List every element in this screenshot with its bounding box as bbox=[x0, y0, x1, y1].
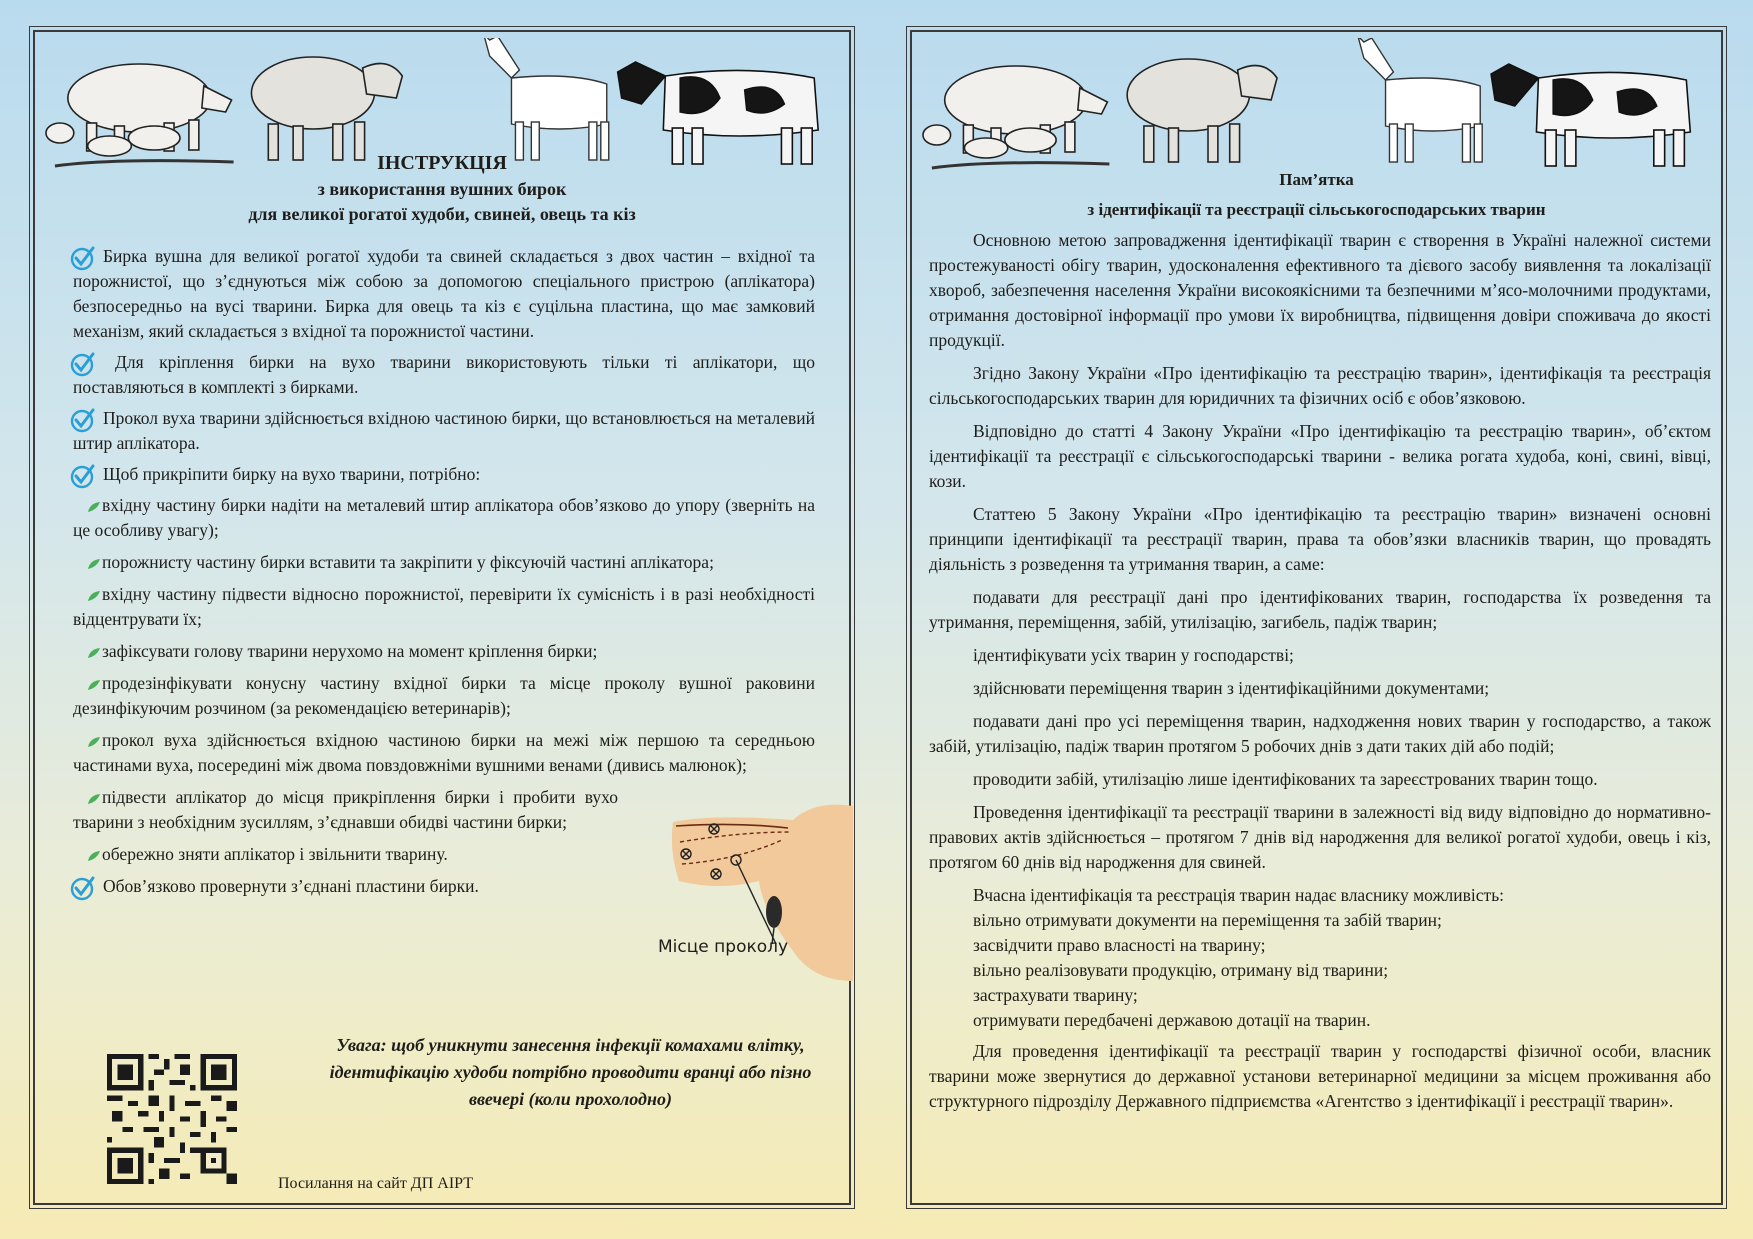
leaf-bullet-icon bbox=[87, 850, 101, 862]
step-text: вхідну частину підвести відносно порожнистої, перевірити їх сумісність і в разі необхідності відцентрувати їх; bbox=[73, 584, 815, 629]
step-item bbox=[73, 728, 815, 778]
memo-paragraph: Згідно Закону України «Про ідентифікацію та реєстрацію тварин», ідентифікація та реєстрація сільськогосподарських тварин для юридичних та фізичних осіб є обов’язковою. bbox=[929, 363, 1711, 408]
list-item: вільно отримувати документи на переміщення та забій тварин; bbox=[973, 910, 1442, 930]
checkmark-circle-icon bbox=[69, 875, 97, 901]
memo-body bbox=[929, 228, 1711, 1122]
list-item: застрахувати тварину; bbox=[973, 985, 1138, 1005]
leaf-bullet-icon bbox=[87, 736, 101, 748]
checkmark-circle-icon bbox=[69, 407, 97, 433]
instruction-subtitle-2: для великої рогатої худоби, свиней, овець та кіз bbox=[248, 204, 636, 224]
step-text: прокол вуха здійснюється вхідною частиною бирки на межі між першою та середньою частинами вуха, посередині між двома повздовжніми вушними венами (дивись малюнок); bbox=[73, 730, 815, 775]
memo-paragraph: Для проведення ідентифікації та реєстрації тварин у господарстві фізичної особи, власник тварини може звернутися до державної установи ветеринарної медицини за місцем проживання або структурного підрозділу Державного підприємства «Агентство з ідентифікації і реєстрації тварин». bbox=[929, 1041, 1711, 1111]
step-text: вхідну частину бирки надіти на металевий штир аплікатора обов’язково до упору (зверніть на це особливу увагу); bbox=[73, 495, 815, 540]
memo-paragraph: подавати для реєстрації дані про ідентифікованих тварин, господарства їх розведення та утримання, переміщення, забій, утилізацію, загибель, падіж тварин; bbox=[929, 587, 1711, 632]
instruction-item bbox=[73, 874, 618, 899]
step-item bbox=[73, 639, 815, 664]
checkmark-circle-icon bbox=[69, 351, 97, 377]
step-text: зафіксувати голову тварини нерухомо на момент кріплення бирки; bbox=[102, 641, 598, 661]
list-item: засвідчити право власності на тварину; bbox=[973, 935, 1266, 955]
instruction-item bbox=[73, 244, 815, 344]
step-item bbox=[73, 842, 618, 867]
instruction-text: Для кріплення бирки на вухо тварини використовують тільки ті аплікатори, що поставляються в комплекті з бирками. bbox=[73, 352, 815, 397]
step-text: продезінфікувати конусну частину вхідної бирки та місце проколу вушної раковини дезинфікуючим розчином (за рекомендацією ветеринарів); bbox=[73, 673, 815, 718]
memo-title: Пам’ятка bbox=[1279, 170, 1354, 189]
warning-note: Увага: щоб уникнути занесення інфекції комахами влітку, ідентифікацію худоби потрібно проводити вранці або пізно ввечері (коли прохолодно) bbox=[329, 1035, 812, 1109]
memo-paragraph: здійснювати переміщення тварин з ідентифікаційними документами; bbox=[973, 678, 1490, 698]
memo-paragraph: Статтею 5 Закону України «Про ідентифікацію та реєстрацію тварин» визначені основні принципи ідентифікації та реєстрації тварин, права та обов’язки власників тварин, що провадять діяльність з розведення та утримання тварин, а саме: bbox=[929, 504, 1711, 574]
leaf-bullet-icon bbox=[87, 501, 101, 513]
animal-illustrations bbox=[922, 38, 1711, 176]
step-item bbox=[73, 671, 815, 721]
step-item bbox=[73, 785, 618, 835]
leaf-bullet-icon bbox=[87, 558, 101, 570]
instruction-text: Бирка вушна для великої рогатої худоби та свиней складається з двох частин – вхідної та порожнистої, що з’єднуються між собою за допомогою спеціального пристрою (аплікатора) безпосередньо на вусі тварини. Бирка для овець та кіз є суцільна пластина, що має замковий механізм, який складається з вхідної та порожнистої частини. bbox=[73, 246, 815, 341]
leaf-bullet-icon bbox=[87, 590, 101, 602]
instruction-text: Щоб прикріпити бирку на вухо тварини, потрібно: bbox=[103, 464, 481, 484]
memo-paragraph: проводити забій, утилізацію лише ідентифікованих та зареєстрованих тварин тощо. bbox=[973, 769, 1598, 789]
step-item bbox=[73, 582, 815, 632]
qr-caption: Посилання на сайт ДП АІРТ bbox=[278, 1175, 474, 1192]
qr-code[interactable] bbox=[107, 1054, 237, 1184]
memo-panel bbox=[910, 30, 1723, 1205]
memo-paragraph: Проведення ідентифікації та реєстрації тварини в залежності від виду відповідно до нормативно-правових актів здійснюється – протягом 7 днів від народження для великої рогатої худоби, овець і кіз, протягом 60 днів від народження для свиней. bbox=[929, 802, 1711, 872]
leaf-bullet-icon bbox=[87, 647, 101, 659]
checkmark-circle-icon bbox=[69, 245, 97, 271]
instruction-item bbox=[73, 462, 815, 487]
instruction-text: Прокол вуха тварини здійснюється вхідною частиною бирки, що встановлюється на металевий штир аплікатора. bbox=[73, 408, 815, 453]
benefits-list bbox=[929, 908, 1711, 1033]
step-text: обережно зняти аплікатор і звільнити тварину. bbox=[102, 844, 448, 864]
instruction-panel bbox=[33, 30, 851, 1205]
memo-paragraph: подавати дані про усі переміщення тварин, надходження нових тварин у господарство, а також забій, утилізацію, падіж тварин протягом 5 робочих днів з дати таких дій або подій; bbox=[929, 711, 1711, 756]
checkmark-circle-icon bbox=[69, 463, 97, 489]
instruction-text: Обов’язково провернути з’єднані пластини бирки. bbox=[103, 876, 479, 896]
instruction-item bbox=[73, 406, 815, 456]
memo-paragraph: Вчасна ідентифікація та реєстрація тварин надає власнику можливість: bbox=[973, 885, 1505, 905]
leaf-bullet-icon bbox=[87, 793, 101, 805]
memo-paragraph: Основною метою запровадження ідентифікації тварин є створення в Україні належної системи простежуваності обігу тварин, удосконалення ефективного та дієвого засобу виявлення та локалізації хвороб, забезпечення населення України високоякісними та безпечними м’ясо-молочними продуктами, отримання достовірної інформації про умови їх виробництва, підвищення довіри споживача до якості продукції. bbox=[929, 230, 1711, 350]
instruction-subtitle: з використання вушних бирок bbox=[317, 179, 567, 199]
step-item bbox=[73, 550, 815, 575]
memo-paragraph: Відповідно до статті 4 Закону України «Про ідентифікацію та реєстрацію тварин», об’єктом ідентифікації та реєстрації є сільськогосподарські тварини - велика рогата худоба, коні, свині, вівці, кози. bbox=[929, 421, 1711, 491]
step-text: підвести аплікатор до місця прикріплення бирки і пробити вухо тварини з необхідним зусиллям, з’єднавши обидві частини бирки; bbox=[73, 787, 618, 832]
instruction-title: ІНСТРУКЦІЯ bbox=[377, 152, 507, 174]
ear-diagram-caption: Місце проколу bbox=[658, 937, 789, 957]
memo-paragraph: ідентифікувати усіх тварин у господарстві; bbox=[973, 645, 1294, 665]
instruction-item bbox=[73, 350, 815, 400]
ear-diagram bbox=[668, 802, 858, 992]
memo-subtitle: з ідентифікації та реєстрації сільськогосподарських тварин bbox=[1087, 200, 1546, 219]
list-item: отримувати передбачені державою дотації на тварин. bbox=[973, 1010, 1371, 1030]
list-item: вільно реалізовувати продукцію, отриману від тварини; bbox=[973, 960, 1389, 980]
step-item bbox=[73, 493, 815, 543]
step-text: порожнисту частину бирки вставити та закріпити у фіксуючій частині аплікатора; bbox=[102, 552, 714, 572]
leaf-bullet-icon bbox=[87, 679, 101, 691]
